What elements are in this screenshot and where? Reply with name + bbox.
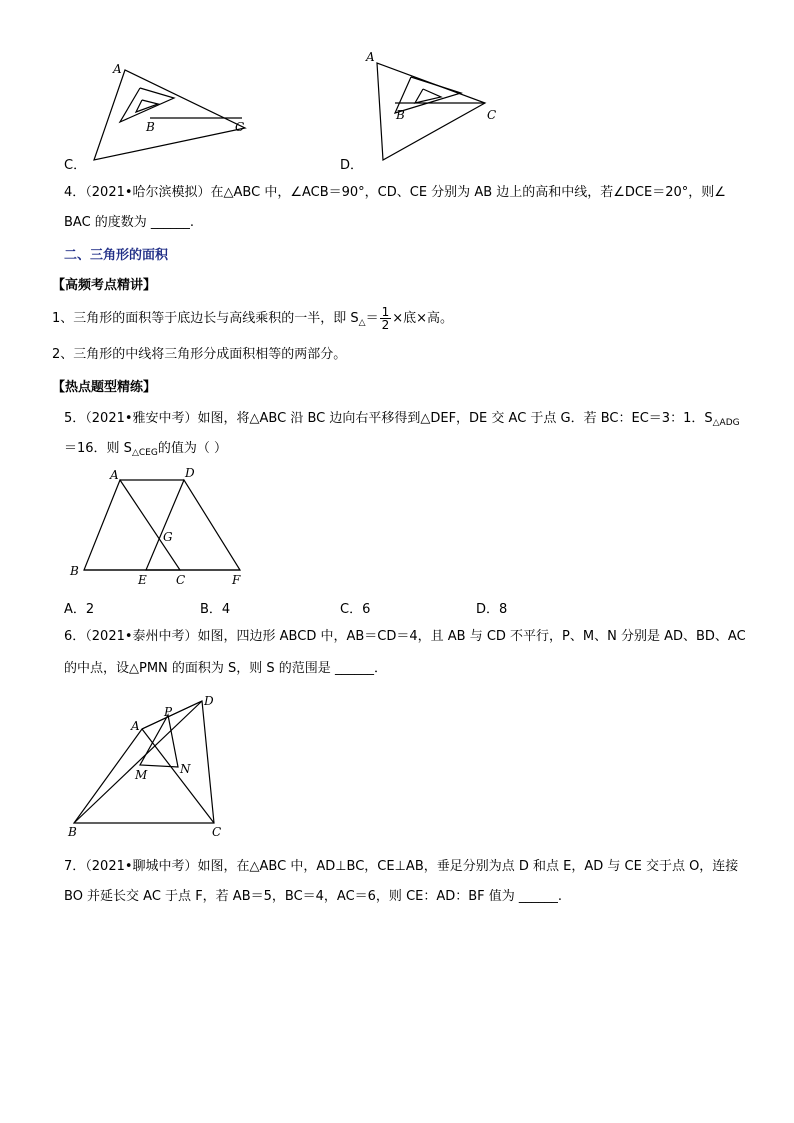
q6-label-d: D <box>204 694 214 708</box>
q6-line1: 6．（2021•泰州中考）如图，四边形 ABCD 中，AB＝CD＝4，且 AB 与 CD 不平行，P、M、N 分别是 AD、BD、AC <box>64 629 746 644</box>
option-c-label: C． <box>64 158 87 173</box>
q5-option-c: C．6 <box>340 602 371 617</box>
fraction-half: $\frac{1}{2}$ <box>381 305 390 332</box>
q6-label-a: A <box>131 719 140 733</box>
q4-line1: 4．（2021•哈尔滨模拟）在△ABC 中，∠ACB＝90°，CD、CE 分别为 AB 边上的高和中线，若∠DCE＝20°，则∠ <box>64 185 726 200</box>
q5-label-a: A <box>110 468 119 482</box>
q6-label-b: B <box>68 825 77 839</box>
q7-line1: 7．（2021•聊城中考）如图，在△ABC 中，AD⊥BC，CE⊥AB，垂足分别为点 D 和点 E，AD 与 CE 交于点 O，连接 <box>64 859 739 874</box>
figure-q6 <box>70 695 230 830</box>
fig-c-label-a: A <box>113 62 122 76</box>
q5-option-a: A．2 <box>64 602 95 617</box>
q5-option-b: B．4 <box>200 602 231 617</box>
q5-label-d: D <box>185 466 195 480</box>
fig-c-label-c: C <box>235 120 245 134</box>
q5-label-b: B <box>70 564 79 578</box>
fig-d-label-a: A <box>366 50 375 64</box>
fig-d-label-c: C <box>487 108 497 122</box>
heading-practice: 【热点题型精练】 <box>52 380 157 395</box>
q7-line2: BO 并延长交 AC 于点 F，若 AB＝5，BC＝4，AC＝6，则 CE：AD：BF 值为 ______. <box>64 889 563 904</box>
figure-q5 <box>80 476 250 576</box>
q6-label-n: N <box>180 762 191 776</box>
q5-label-c: C <box>176 573 186 587</box>
figure-option-d <box>365 55 505 165</box>
q5-label-f: F <box>232 573 241 587</box>
section-title: 二、三角形的面积 <box>64 248 169 263</box>
q6-label-c: C <box>212 825 222 839</box>
q5-label-e: E <box>138 573 147 587</box>
q6-label-m: M <box>135 768 148 782</box>
fig-c-label-b: B <box>146 120 155 134</box>
q6-label-p: P <box>164 705 173 719</box>
q5-line1: 5．（2021•雅安中考）如图，将△ABC 沿 BC 边向右平移得到△DEF，DE 交 AC 于点 G．若 BC：EC＝3：1．$S_{\triangle ADG}$ <box>64 411 740 428</box>
q5-label-g: G <box>163 530 173 544</box>
option-d-label: D． <box>340 158 364 173</box>
q5-option-d: D．8 <box>476 602 508 617</box>
figure-option-c <box>80 60 260 170</box>
q5-line2: ＝16．则 $S_{\triangle CEG}$的值为（ ） <box>64 441 227 458</box>
point-2: 2、三角形的中线将三角形分成面积相等的两部分。 <box>52 347 347 362</box>
fig-d-label-b: B <box>396 108 405 122</box>
point-1: 1、三角形的面积等于底边长与高线乘积的一半，即 $S_\triangle=$ $\frac{1}{2}$ ×底×高。 <box>52 305 454 332</box>
heading-key-points: 【高频考点精讲】 <box>52 278 157 293</box>
q4-line2: BAC 的度数为 ______. <box>64 215 195 230</box>
q6-line2: 的中点，设△PMN 的面积为 S，则 S 的范围是 ______． <box>64 661 387 676</box>
